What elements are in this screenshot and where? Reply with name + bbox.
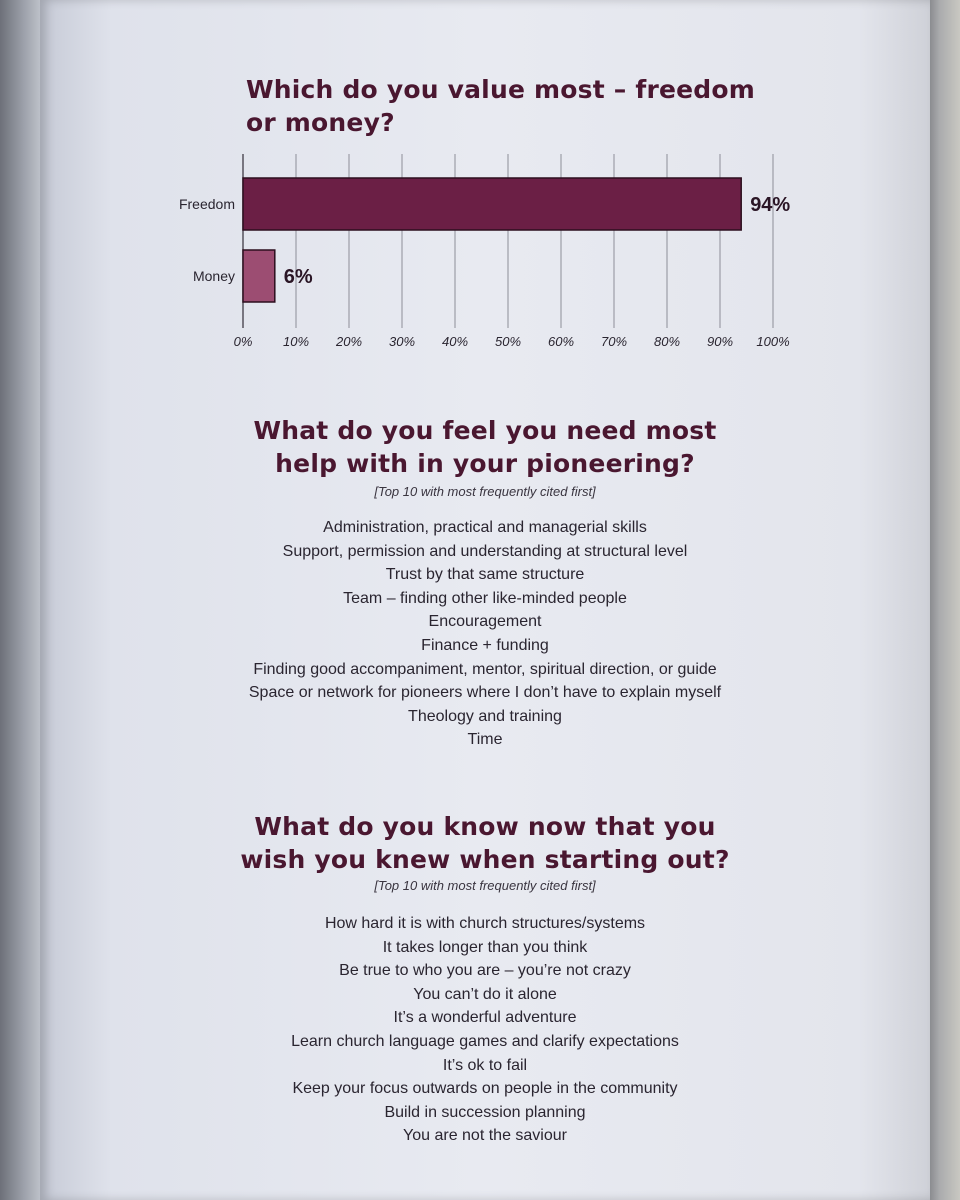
- category-label: Money: [192, 268, 235, 284]
- x-tick-label: 100%: [756, 334, 790, 349]
- data-label: 6%: [283, 266, 313, 288]
- chart-title-text: Which do you value most – freedom or money?: [246, 75, 756, 137]
- section-know-title: [40, 810, 930, 876]
- section-know-title-line2: wish you knew when starting out?: [240, 845, 730, 874]
- list-item: Keep your focus outwards on people in the community: [292, 1080, 678, 1098]
- list-item: Trust by that same structure: [385, 566, 585, 584]
- x-tick-label: 80%: [653, 334, 681, 349]
- list-item: Encouragement: [428, 613, 542, 631]
- left-page-edge: [0, 0, 44, 1200]
- list-item: It’s ok to fail: [442, 1056, 528, 1074]
- bar-freedom: [243, 178, 741, 230]
- section-help-title: [40, 414, 930, 480]
- list-item: Build in succession planning: [384, 1103, 586, 1121]
- chart-title: [246, 73, 766, 139]
- x-tick-label: 70%: [600, 334, 628, 349]
- list-item: It takes longer than you think: [382, 938, 588, 956]
- x-tick-label: 40%: [441, 334, 469, 349]
- section-help-list: [40, 516, 930, 752]
- list-item: How hard it is with church structures/systems: [324, 915, 646, 932]
- list-item: Time: [467, 731, 503, 749]
- x-tick-label: 0%: [233, 334, 253, 349]
- x-tick-label: 90%: [706, 334, 734, 349]
- book-page: [40, 0, 930, 1200]
- list-item: Finding good accompaniment, mentor, spiritual direction, or guide: [253, 660, 717, 678]
- section-help-note: [Top 10 with most frequently cited first]: [374, 484, 596, 499]
- list-item: You are not the saviour: [403, 1127, 567, 1145]
- section-help-title-line1: What do you feel you need most: [253, 416, 717, 445]
- section-know-title-line1: What do you know now that you: [254, 812, 716, 841]
- section-help-title-line2: help with in your pioneering?: [275, 449, 695, 478]
- list-item: It’s a wonderful adventure: [393, 1009, 577, 1027]
- category-label: Freedom: [178, 196, 235, 212]
- x-tick-label: 50%: [494, 334, 522, 349]
- bar-chart: [40, 150, 930, 365]
- list-item: Be true to who you are – you’re not crazy: [339, 962, 631, 980]
- list-item: Team – finding other like-minded people: [343, 589, 627, 607]
- x-tick-label: 60%: [547, 334, 575, 349]
- list-item: Theology and training: [408, 707, 562, 725]
- section-know-list: [40, 912, 930, 1148]
- x-tick-label: 10%: [282, 334, 310, 349]
- right-page-edge: [926, 0, 960, 1200]
- x-tick-label: 30%: [388, 334, 416, 349]
- list-item: Space or network for pioneers where I don’t have to explain myself: [248, 684, 722, 702]
- list-item: You can’t do it alone: [413, 985, 557, 1003]
- bar-money: [243, 250, 275, 302]
- list-item: Administration, practical and managerial skills: [323, 519, 647, 536]
- section-know-note: [Top 10 with most frequently cited first]: [374, 878, 596, 893]
- list-item: Learn church language games and clarify expectations: [291, 1032, 679, 1050]
- list-item: Finance + funding: [421, 636, 549, 654]
- list-item: Support, permission and understanding at structural level: [282, 542, 688, 560]
- x-tick-label: 20%: [335, 334, 363, 349]
- data-label: 94%: [750, 194, 791, 216]
